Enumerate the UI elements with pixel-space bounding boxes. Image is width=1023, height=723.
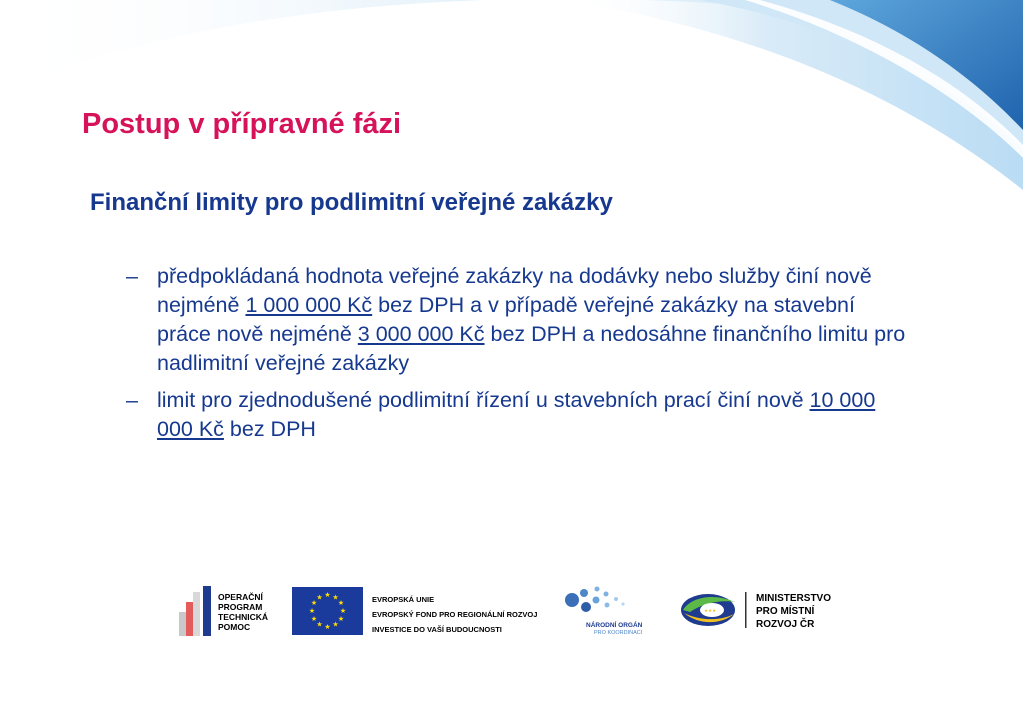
eu-line: EVROPSKÝ FOND PRO REGIONÁLNÍ ROZVOJ <box>372 610 538 619</box>
bullet-text: bez DPH <box>223 417 316 441</box>
limit-value: 10 000 000 Kč <box>157 388 876 441</box>
svg-text:★: ★ <box>332 620 339 629</box>
svg-text:★: ★ <box>339 607 347 615</box>
optp-line: POMOC <box>218 622 251 632</box>
svg-text:★: ★ <box>337 615 345 623</box>
optp-line: PROGRAM <box>218 602 263 612</box>
svg-text:★: ★ <box>337 599 345 607</box>
bullet-item <box>126 262 906 378</box>
optp-logo <box>179 586 268 636</box>
bullet-item <box>126 386 906 444</box>
limit-value: 3 000 000 Kč <box>357 322 485 346</box>
optp-line: OPERAČNÍ <box>218 592 263 602</box>
svg-text:★: ★ <box>316 593 323 602</box>
optp-line: TECHNICKÁ <box>218 612 269 622</box>
svg-text:★: ★ <box>324 623 331 631</box>
limit-value: 1 000 000 Kč <box>245 293 373 317</box>
svg-text:★: ★ <box>324 591 331 599</box>
nok-line: PRO KOORDINACI <box>594 630 643 636</box>
mmr-logo <box>681 592 831 630</box>
eu-line: EVROPSKÁ UNIE <box>372 595 435 604</box>
bullet-text: bez DPH a nedosáhne finančního limitu pro nadlimitní veřejné zakázky <box>157 322 906 375</box>
bullet-text: bez DPH a v případě veřejné zakázky na stavební práce nově nejméně <box>157 293 855 346</box>
svg-text:★★★: ★★★ <box>704 609 717 614</box>
slide-subtitle: Finanční limity pro podlimitní veřejné zakázky <box>90 189 613 216</box>
svg-text:★: ★ <box>308 607 316 615</box>
mmr-line: ROZVOJ ČR <box>756 619 815 630</box>
mmr-line: MINISTERSTVO <box>756 593 832 604</box>
nok-logo <box>565 587 643 637</box>
svg-text:★: ★ <box>310 615 318 623</box>
slide-title: Postup v přípravné fázi <box>82 108 402 140</box>
svg-text:★: ★ <box>310 599 318 607</box>
nok-line: NÁRODNÍ ORGÁN <box>586 622 643 629</box>
mmr-line: PRO MÍSTNÍ <box>756 606 815 617</box>
bullet-list <box>126 262 906 452</box>
svg-text:★: ★ <box>316 620 323 629</box>
bullet-text: předpokládaná hodnota veřejné zakázky na dodávky nebo služby činí nově nejméně <box>157 264 872 317</box>
bullet-dash: – <box>126 388 138 412</box>
eu-line: INVESTICE DO VAŠÍ BUDOUCNOSTI <box>372 625 502 634</box>
footer-logos <box>0 580 1023 650</box>
eu-flag <box>292 587 363 635</box>
svg-text:★: ★ <box>332 593 339 602</box>
bullet-text: limit pro zjednodušené podlimitní řízení u stavebních prací činí nově <box>157 388 810 412</box>
bullet-dash: – <box>126 264 138 288</box>
